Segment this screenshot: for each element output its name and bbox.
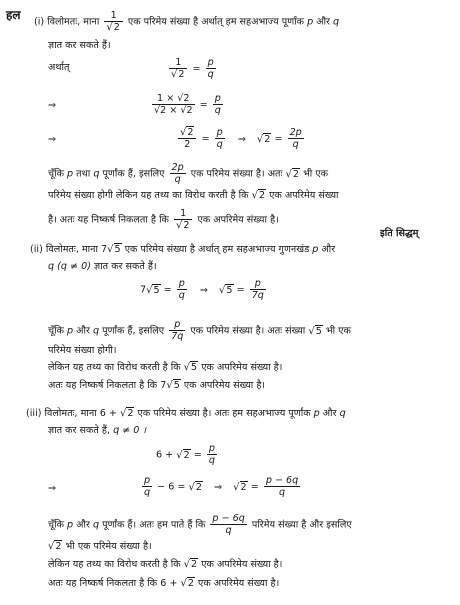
equation-2: $\frac{1 \times √2}{√2 \times √2}$ = $\frac{p}{q}$: [154, 93, 221, 116]
fraction-1-over-root2: $\frac{1}{√2}$: [104, 10, 122, 33]
implies-arrow: ⇒: [48, 134, 57, 145]
implies-arrow: ⇒: [48, 100, 57, 111]
part-i-line4: परिमेय संख्या होगी लेकिन यह तथ्य का विरोध करती है कि √2 एक अपरिमेय संख्या: [48, 190, 339, 201]
equation-3: $\frac{√2}{2}$ = $\frac{p}{q}$ ⇒ √2 = $\frac{2p}{q}$: [180, 127, 302, 150]
part-iii-line4: √2 भी एक परिमेय संख्या है।: [48, 541, 152, 552]
part-ii-line3: चूँकि p और q पूर्णांक हैं, इसलिए $\frac{p}{7q}$ एक परिमेय संख्या है। अतः संख्या √5 भी एक: [48, 319, 351, 342]
part-i-line2: ज्ञात कर सकते हैं।: [48, 40, 111, 51]
equation-4: 7√5 = $\frac{p}{q}$ ⇒ √5 = $\frac{p}{7q}$: [140, 278, 264, 301]
part-label-ii: (ii): [30, 244, 43, 255]
part-i-line5: है। अतः यह निष्कर्ष निकलता है कि $\frac{1}{√2}$ एक अपरिमेय संख्या है।: [48, 208, 279, 231]
equation-5: 6 + √2 = $\frac{p}{q}$: [156, 443, 216, 466]
part-ii-line4: परिमेय संख्या होगी।: [48, 345, 117, 356]
part-ii-line5: लेकिन यह तथ्य का विरोध करती है कि √5 एक अपरिमेय संख्या है।: [48, 362, 283, 373]
part-label-iii: (iii): [26, 408, 42, 419]
implies-arrow: ⇒: [48, 483, 57, 494]
part-iii-line1: (iii) विलोमतः, माना 6 + √2 एक परिमेय संख्या है। अतः हम सहअभाज्य पूर्णांक p और q: [26, 408, 346, 419]
equation-1: $\frac{1}{√2}$ = $\frac{p}{q}$: [171, 57, 214, 80]
part-label-i: (i): [34, 16, 45, 28]
part-iii-line2: ज्ञात कर सकते हैं, q ≠ 0 ।: [48, 425, 147, 436]
part-ii-line6: अतः यह निष्कर्ष निकलता है कि 7√5 एक अपरिमेय संख्या है।: [48, 380, 266, 391]
equation-6: $\frac{p}{q}$ − 6 = √2 ⇒ √2 = $\frac{p - 6q}{q}$: [144, 475, 299, 498]
part-iii-line3: चूँकि p और q पूर्णांक हैं। अतः हम पाते हैं कि $\frac{p - 6q}{q}$ परिमेय संख्या है और इसलिए: [48, 513, 352, 536]
arthat-label: अर्थात्: [48, 62, 70, 73]
part-ii-line2: q (q ≠ 0) ज्ञात कर सकते हैं।: [48, 261, 157, 272]
part-i-line1: (i) विलोमतः, माना $\frac{1}{√2}$ एक परिमेय संख्या है अर्थात् हम सहअभाज्य पूर्णांक p और q: [34, 10, 340, 33]
part-iii-line5: लेकिन यह तथ्य का विरोध करती है कि √2 एक अपरिमेय संख्या है।: [48, 559, 283, 570]
part-iii-line6: अतः यह निष्कर्ष निकलता है कि 6 + √2 एक अपरिमेय संख्या है।: [48, 578, 280, 589]
part-ii-line1: (ii) विलोमतः, माना 7√5 एक परिमेय संख्या है अर्थात् हम सहअभाज्य गुणनखंड p और: [30, 244, 336, 255]
hal-heading: हल: [6, 8, 21, 22]
iti-siddham: इति सिद्धम्: [380, 228, 419, 239]
part-i-line3: चूँकि p तथा q पूर्णांक हैं, इसलिए $\frac{2p}{q}$ एक परिमेय संख्या है। अतः √2 भी एक: [48, 162, 329, 185]
